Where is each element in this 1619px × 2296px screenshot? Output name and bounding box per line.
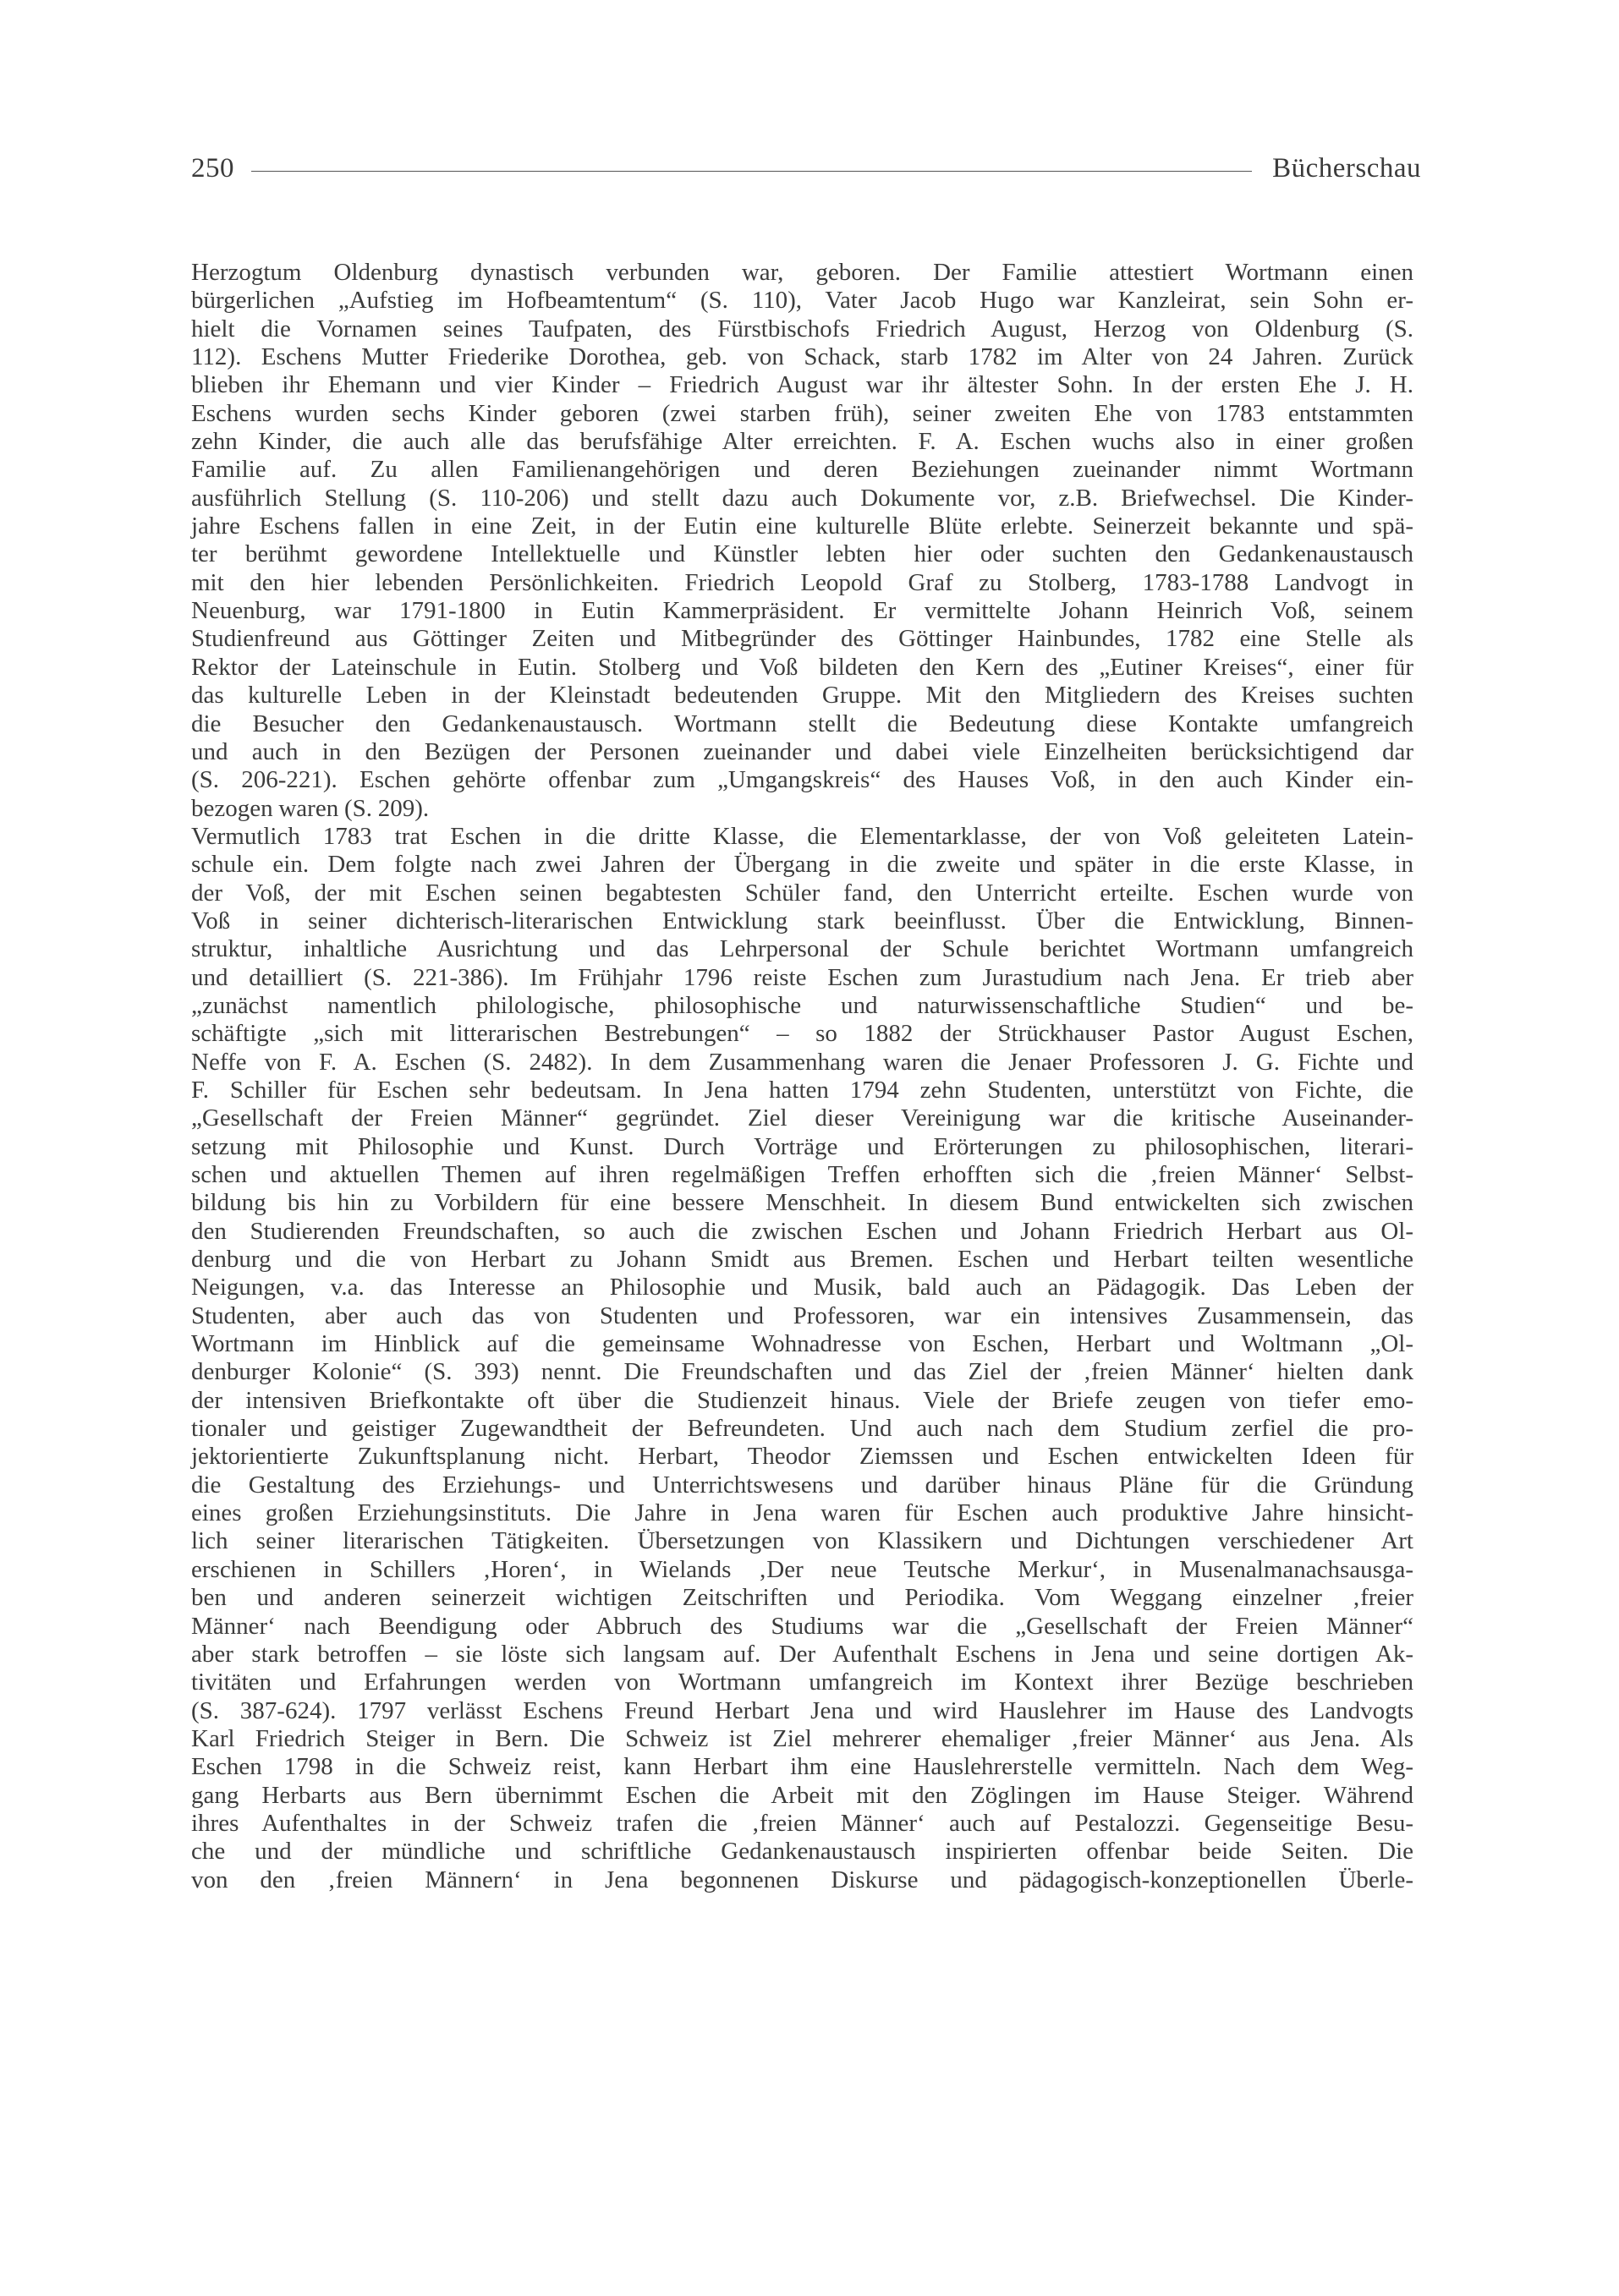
- body-text: [191, 259, 1413, 1894]
- text-line: die Besucher den Gedankenaustausch. Wortmann stellt die Bedeutung diese Kontakte umfangreich: [191, 710, 1413, 737]
- text-line: „Gesellschaft der Freien Männer“ gegründet. Ziel dieser Vereinigung war die kritische Auseinander-: [191, 1104, 1413, 1132]
- text-line: hielt die Vornamen seines Taufpaten, des Fürstbischofs Friedrich August, Herzog von Oldenburg (S.: [191, 315, 1413, 342]
- text-line: Männer‘ nach Beendigung oder Abbruch des Studiums war die „Gesellschaft der Freien Männer“: [191, 1612, 1413, 1640]
- text-line: setzung mit Philosophie und Kunst. Durch Vorträge und Erörterungen zu philosophischen, literari-: [191, 1132, 1413, 1160]
- text-line: ter berühmt gewordene Intellektuelle und Künstler lebten hier oder suchten den Gedankenaustausch: [191, 540, 1413, 568]
- text-line: (S. 206-221). Eschen gehörte offenbar zum „Umgangskreis“ des Hauses Voß, in den auch Kinder ein-: [191, 766, 1413, 794]
- text-line: schule ein. Dem folgte nach zwei Jahren der Übergang in die zweite und später in die erste Klasse, in: [191, 851, 1413, 879]
- text-line: Vermutlich 1783 trat Eschen in die dritte Klasse, die Elementarklasse, der von Voß geleiteten Latein-: [191, 822, 1413, 850]
- text-line: denburg und die von Herbart zu Johann Smidt aus Bremen. Eschen und Herbart teilten wesentliche: [191, 1246, 1413, 1274]
- text-line: schen und aktuellen Themen auf ihren regelmäßigen Treffen erhofften sich die ‚freien Männer‘ Selbst-: [191, 1161, 1413, 1188]
- text-line: den Studierenden Freundschaften, so auch die zwischen Eschen und Johann Friedrich Herbart aus Ol-: [191, 1217, 1413, 1245]
- text-line: schäftigte „sich mit litterarischen Bestrebungen“ – so 1882 der Strückhauser Pastor August Eschen,: [191, 1020, 1413, 1048]
- text-line: tivitäten und Erfahrungen werden von Wortmann umfangreich im Kontext ihrer Bezüge beschrieben: [191, 1669, 1413, 1696]
- text-line: tionaler und geistiger Zugewandtheit der Befreundeten. Und auch nach dem Studium zerfiel die pro-: [191, 1415, 1413, 1443]
- text-line: bürgerlichen „Aufstieg im Hofbeamtentum“ (S. 110), Vater Jacob Hugo war Kanzleirat, sein Sohn er-: [191, 287, 1413, 315]
- text-line: Eschen 1798 in die Schweiz reist, kann Herbart ihm eine Hauslehrerstelle vermitteln. Nach dem Weg-: [191, 1753, 1413, 1781]
- text-line: bezogen waren (S. 209).: [191, 794, 430, 822]
- text-line: zehn Kinder, die auch alle das berufsfähige Alter erreichten. F. A. Eschen wuchs also in einer großen: [191, 428, 1413, 456]
- text-line: Eschens wurden sechs Kinder geboren (zwei starben früh), seiner zweiten Ehe von 1783 entstammten: [191, 399, 1413, 427]
- text-line: F. Schiller für Eschen sehr bedeutsam. In Jena hatten 1794 zehn Studenten, unterstützt von Fichte, die: [191, 1076, 1413, 1104]
- text-line: 112). Eschens Mutter Friederike Dorothea, geb. von Schack, starb 1782 im Alter von 24 Jahren. Zurück: [191, 343, 1413, 371]
- text-line: jektorientierte Zukunftsplanung nicht. Herbart, Theodor Ziemssen und Eschen entwickelten Ideen für: [191, 1443, 1413, 1471]
- text-line: mit den hier lebenden Persönlichkeiten. Friedrich Leopold Graf zu Stolberg, 1783-1788 Landvogt in: [191, 568, 1413, 596]
- text-line: bildung bis hin zu Vorbildern für eine bessere Menschheit. In diesem Bund entwickelten sich zwischen: [191, 1189, 1413, 1217]
- text-line: die Gestaltung des Erziehungs- und Unterrichtswesens und darüber hinaus Pläne für die Gründung: [191, 1471, 1413, 1499]
- text-line: (S. 387-624). 1797 verlässt Eschens Freund Herbart Jena und wird Hauslehrer im Hause des Landvogts: [191, 1696, 1413, 1724]
- text-line: Familie auf. Zu allen Familienangehörigen und deren Beziehungen zueinander nimmt Wortmann: [191, 456, 1413, 484]
- text-line: Herzogtum Oldenburg dynastisch verbunden war, geboren. Der Familie attestiert Wortmann einen: [191, 259, 1413, 286]
- header-rule: [251, 171, 1252, 172]
- text-line: Neuenburg, war 1791-1800 in Eutin Kammerpräsident. Er vermittelte Johann Heinrich Voß, seinem: [191, 597, 1413, 625]
- text-line: ihres Aufenthaltes in der Schweiz trafen die ‚freien Männer‘ auch auf Pestalozzi. Gegenseitige Besu-: [191, 1809, 1413, 1837]
- text-line: blieben ihr Ehemann und vier Kinder – Friedrich August war ihr ältester Sohn. In der ersten Ehe J. H.: [191, 371, 1413, 399]
- text-line: gang Herbarts aus Bern übernimmt Eschen die Arbeit mit den Zöglingen im Hause Steiger. Während: [191, 1781, 1413, 1809]
- page-number: 250: [191, 152, 234, 184]
- text-line: aber stark betroffen – sie löste sich langsam auf. Der Aufenthalt Eschens in Jena und seine dortigen Ak-: [191, 1640, 1413, 1668]
- text-line: Studenten, aber auch das von Studenten und Professoren, war ein intensives Zusammensein, das: [191, 1301, 1413, 1329]
- text-line: der Voß, der mit Eschen seinen begabtesten Schüler fand, den Unterricht erteilte. Eschen wurde von: [191, 879, 1413, 907]
- text-line: Rektor der Lateinschule in Eutin. Stolberg und Voß bildeten den Kern des „Eutiner Kreises“, einer für: [191, 653, 1413, 681]
- text-line: eines großen Erziehungsinstituts. Die Jahre in Jena waren für Eschen auch produktive Jahre hinsicht-: [191, 1499, 1413, 1527]
- text-line: und detailliert (S. 221-386). Im Frühjahr 1796 reiste Eschen zum Jurastudium nach Jena. Er trieb aber: [191, 963, 1413, 991]
- text-line: ben und anderen seinerzeit wichtigen Zeitschriften und Periodika. Vom Weggang einzelner ‚freier: [191, 1584, 1413, 1612]
- text-line: che und der mündliche und schriftliche Gedankenaustausch inspirierten offenbar beide Seiten. Die: [191, 1838, 1413, 1866]
- text-line: lich seiner literarischen Tätigkeiten. Übersetzungen von Klassikern und Dichtungen verschiedener Art: [191, 1527, 1413, 1555]
- text-line: das kulturelle Leben in der Kleinstadt bedeutenden Gruppe. Mit den Mitgliedern des Kreises suchten: [191, 682, 1413, 710]
- text-line: ausführlich Stellung (S. 110-206) und stellt dazu auch Dokumente vor, z.B. Briefwechsel. Die Kinder-: [191, 484, 1413, 512]
- text-line: Studienfreund aus Göttinger Zeiten und Mitbegründer des Göttinger Hainbundes, 1782 eine Stelle als: [191, 625, 1413, 653]
- running-head: [191, 145, 1421, 191]
- text-line: der intensiven Briefkontakte oft über die Studienzeit hinaus. Viele der Briefe zeugen von tiefer emo-: [191, 1386, 1413, 1414]
- text-line: Voß in seiner dichterisch-literarischen Entwicklung stark beeinflusst. Über die Entwicklung, Binnen-: [191, 907, 1413, 934]
- text-line: Neffe von F. A. Eschen (S. 2482). In dem Zusammenhang waren die Jenaer Professoren J. G. Fichte und: [191, 1048, 1413, 1076]
- text-line: Wortmann im Hinblick auf die gemeinsame Wohnadresse von Eschen, Herbart und Woltmann „Ol-: [191, 1330, 1413, 1358]
- text-line: struktur, inhaltliche Ausrichtung und das Lehrpersonal der Schule berichtet Wortmann umfangreich: [191, 935, 1413, 963]
- text-line: Neigungen, v.a. das Interesse an Philosophie und Musik, bald auch an Pädagogik. Das Leben der: [191, 1274, 1413, 1301]
- text-line: Karl Friedrich Steiger in Bern. Die Schweiz ist Ziel mehrerer ehemaliger ‚freier Männer‘ aus Jena. Als: [191, 1724, 1413, 1752]
- text-line: von den ‚freien Männern‘ in Jena begonnenen Diskurse und pädagogisch-konzeptionellen Überle-: [191, 1866, 1413, 1893]
- text-line: erschienen in Schillers ‚Horen‘, in Wielands ‚Der neue Teutsche Merkur‘, in Musenalmanachsausga-: [191, 1555, 1413, 1583]
- text-line: und auch in den Bezügen der Personen zueinander und dabei viele Einzelheiten berücksichtigend dar: [191, 737, 1413, 765]
- text-line: jahre Eschens fallen in eine Zeit, in der Eutin eine kulturelle Blüte erlebte. Seinerzeit bekannte und spä-: [191, 512, 1413, 540]
- text-line: denburger Kolonie“ (S. 393) nennt. Die Freundschaften und das Ziel der ‚freien Männer‘ hielten dank: [191, 1358, 1413, 1386]
- text-line: „zunächst namentlich philologische, philosophische und naturwissenschaftliche Studien“ und be-: [191, 991, 1413, 1019]
- section-title: Bücherschau: [1272, 152, 1421, 184]
